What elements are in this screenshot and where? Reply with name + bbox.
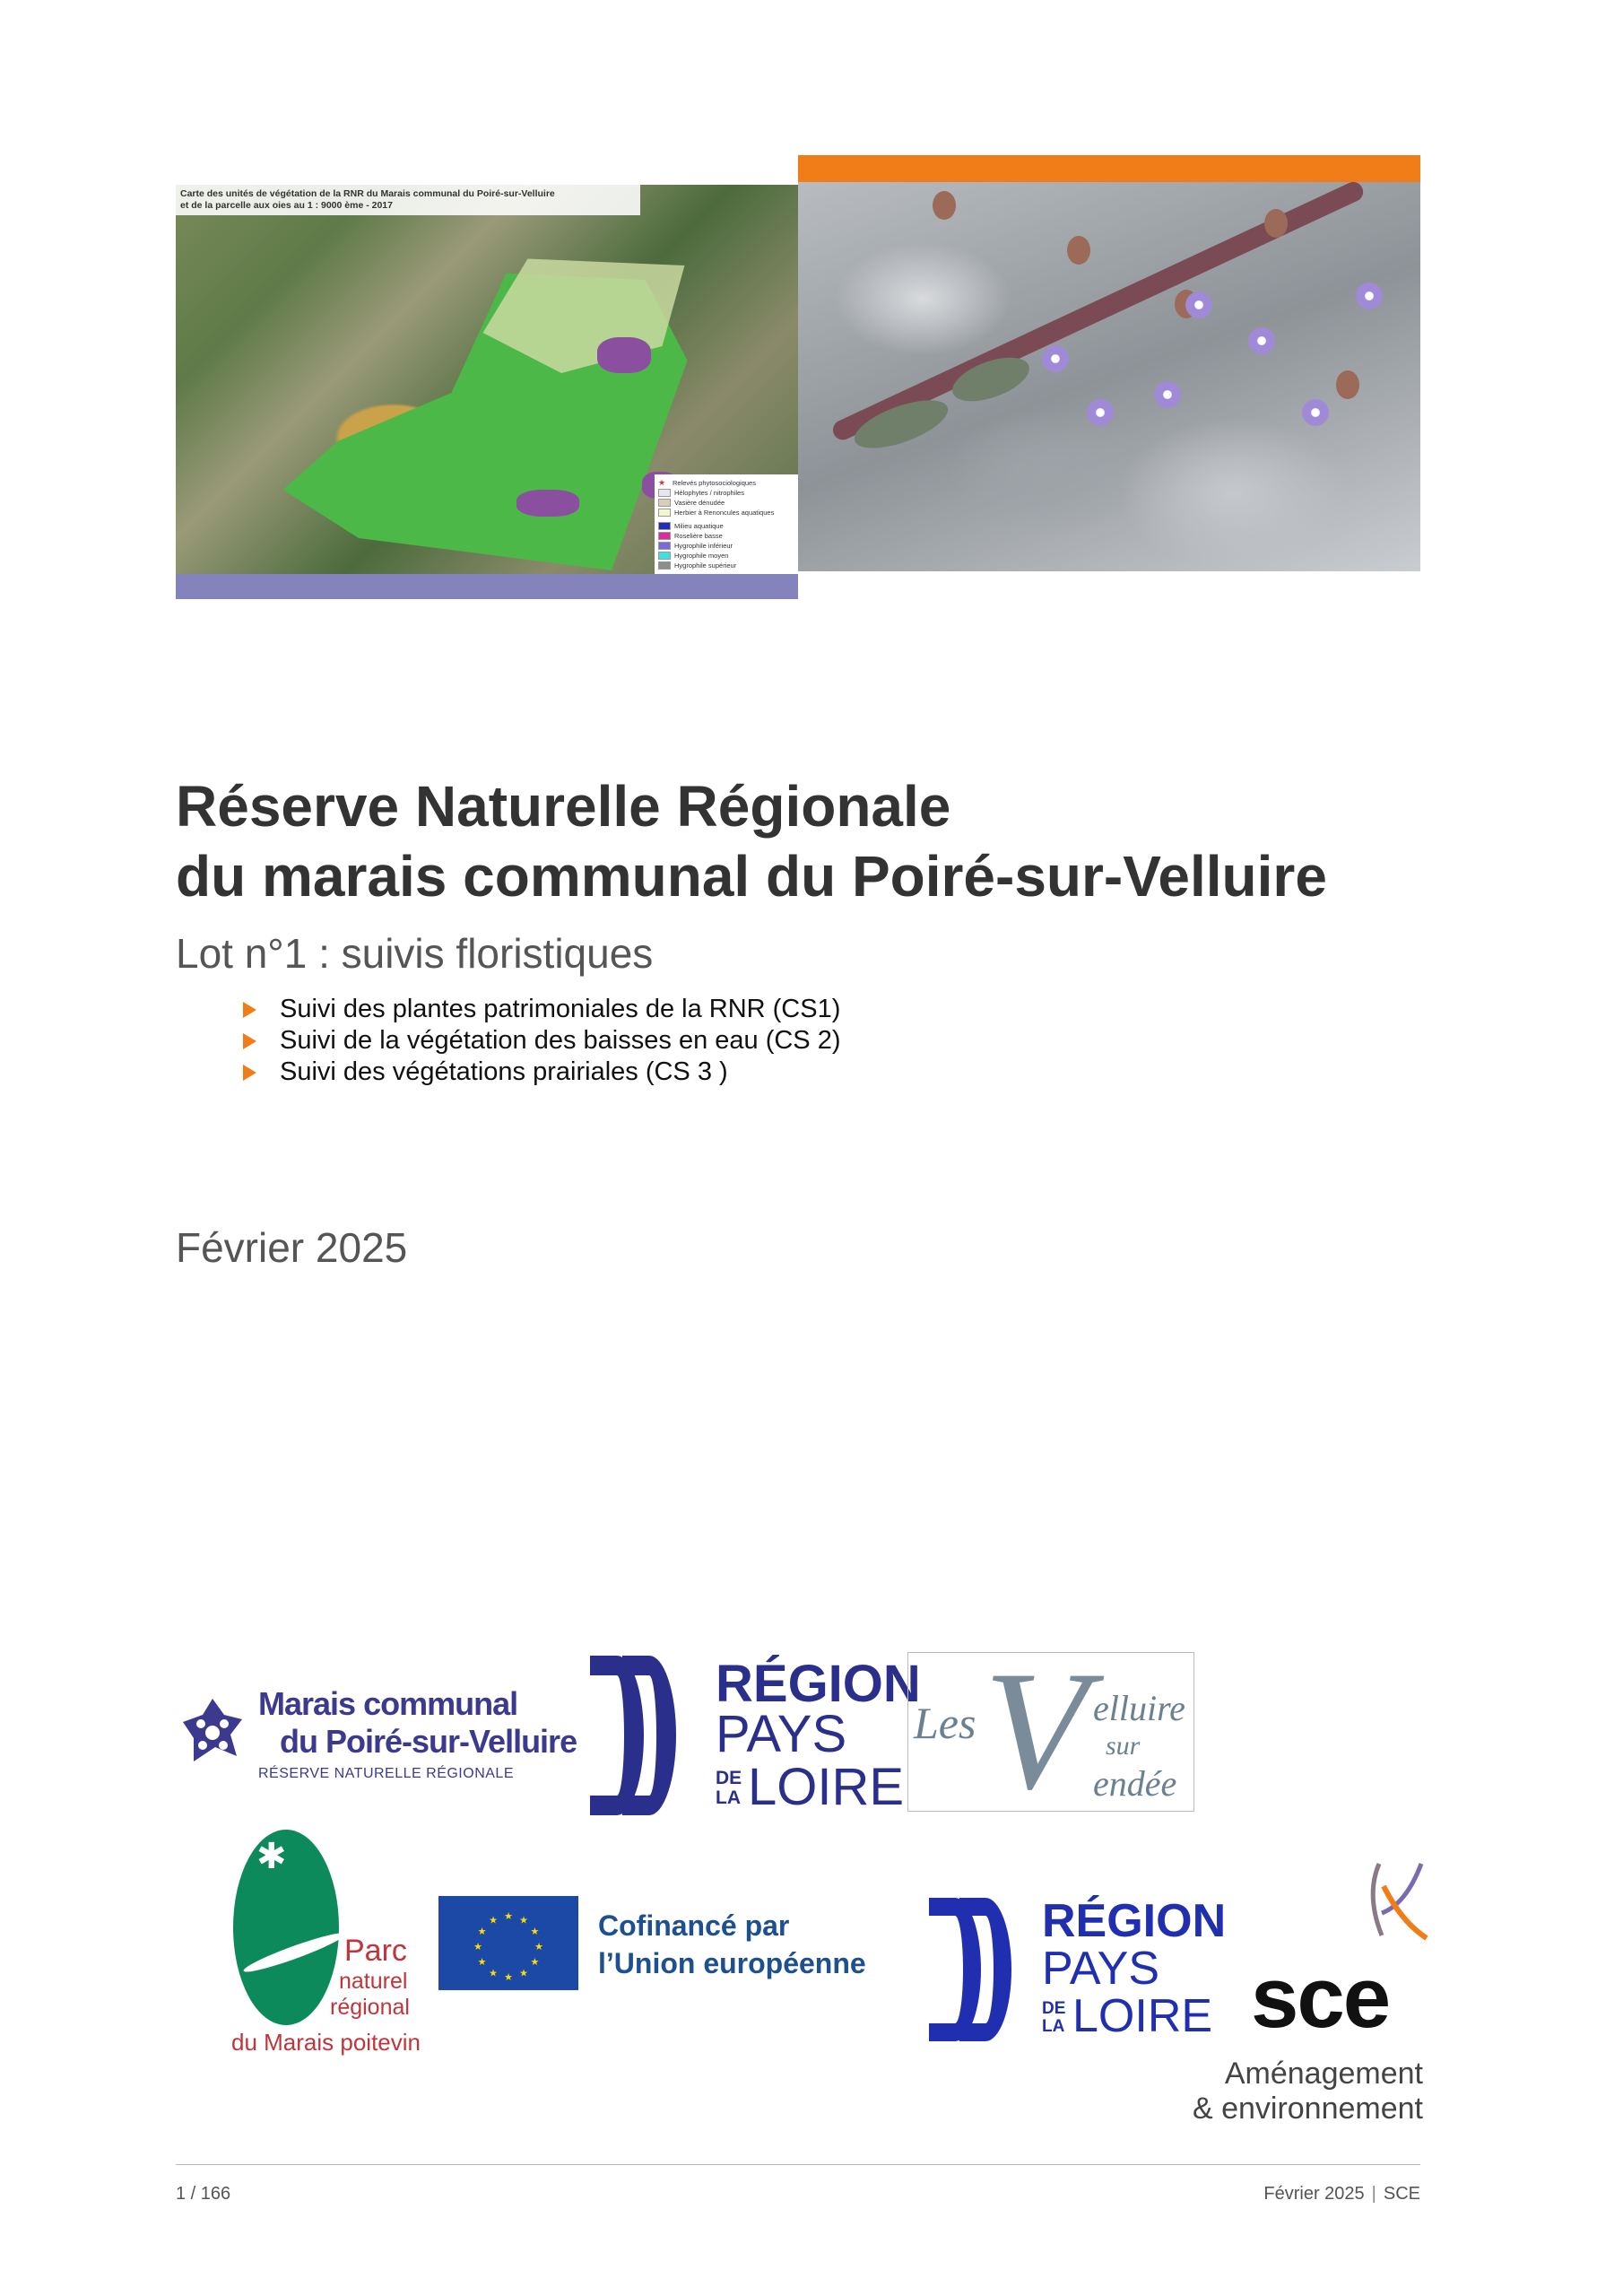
- region-logo-line3: LOIRE: [748, 1758, 905, 1816]
- vegetation-map-image: [176, 185, 798, 574]
- flower: [1152, 379, 1183, 410]
- flower: [1184, 290, 1214, 320]
- eu-star-icon: ★: [504, 1911, 513, 1922]
- flower: [1354, 281, 1384, 311]
- sce-logo-name: sce: [1251, 1950, 1390, 2046]
- eu-star-icon: ★: [530, 1957, 540, 1968]
- marais-communal-logo: [181, 1686, 585, 1787]
- velluire-sur: sur: [1106, 1731, 1141, 1761]
- seed-pod: [933, 191, 956, 220]
- flower: [1246, 326, 1277, 356]
- footer-right: [1263, 2183, 1420, 2205]
- bullet-arrow-icon: [243, 1033, 256, 1049]
- sce-logo: [1143, 1859, 1448, 2128]
- parc-logo-line3: régional: [330, 1995, 410, 2020]
- legend-swatch: [658, 522, 671, 530]
- parc-star-icon: ✱: [256, 1837, 287, 1876]
- map-legend-label: Hygrophile moyen: [674, 552, 729, 560]
- map-title-line: et de la parcelle aux oies au 1 : 9000 ème - 2017: [180, 200, 393, 211]
- velluire-elluire: elluire: [1093, 1688, 1185, 1728]
- bracket-icon: [622, 1656, 676, 1815]
- map-legend-item: [658, 508, 794, 517]
- legend-swatch: [658, 499, 671, 507]
- map-legend-label: Roselière basse: [674, 532, 723, 540]
- eu-logo-line1: Cofinancé par: [598, 1909, 790, 1942]
- map-legend-item: [658, 521, 794, 531]
- map-title: [176, 185, 640, 215]
- map-legend-label: Vasière dénudée: [674, 499, 725, 507]
- bullet-arrow-icon: [243, 1002, 256, 1018]
- eu-star-icon: ★: [519, 1915, 528, 1926]
- bullet-text: Suivi des plantes patrimoniales de la RNR (CS1): [280, 995, 841, 1023]
- map-legend-item: [658, 478, 794, 488]
- legend-swatch: [658, 509, 671, 517]
- velluire-les: Les: [914, 1698, 976, 1748]
- map-legend-item: [658, 488, 794, 498]
- document-date: Février 2025: [176, 1224, 408, 1271]
- velluire-sur-vendee-logo: [907, 1652, 1194, 1812]
- region-logo-line2: PAYS: [1042, 1943, 1160, 1995]
- legend-swatch: [658, 489, 671, 497]
- flower-photo: [798, 182, 1420, 571]
- footer-divider: [176, 2164, 1420, 2165]
- marais-logo-line3: RÉSERVE NATURELLE RÉGIONALE: [258, 1766, 514, 1781]
- velluire-endee: endée: [1093, 1763, 1177, 1804]
- bullet-text: Suivi des végétations prairiales (CS 3 ): [280, 1057, 728, 1086]
- map-accent-bar: [176, 574, 798, 599]
- bullet-item: [243, 1026, 840, 1056]
- bullet-item: [243, 1057, 728, 1087]
- document-title-line1: Réserve Naturelle Régionale: [176, 774, 951, 839]
- flower: [1300, 397, 1331, 428]
- region-logo-de: DE: [1042, 1999, 1066, 2018]
- velluire-v: V: [984, 1652, 1089, 1812]
- map-legend-item: [658, 551, 794, 561]
- page-number: 1 / 166: [176, 2184, 231, 2204]
- eu-star-icon: ★: [473, 1942, 482, 1952]
- marais-logo-line1: Marais communal: [258, 1685, 518, 1722]
- region-pays-de-la-loire-logo: [590, 1655, 921, 1816]
- parc-naturel-regional-logo: [231, 1830, 420, 2063]
- bullet-text: Suivi de la végétation des baisses en eau (CS 2): [280, 1026, 841, 1055]
- eu-star-icon: ★: [477, 1926, 487, 1937]
- eu-logo-line2: l’Union européenne: [598, 1947, 866, 1979]
- seed-pod: [1067, 236, 1090, 265]
- marais-logo-line2: du Poiré-sur-Velluire: [280, 1723, 577, 1760]
- region-logo-la: LA: [716, 1787, 741, 1808]
- parc-logo-line2: naturel: [339, 1969, 408, 1994]
- legend-swatch: [658, 561, 671, 570]
- bullet-arrow-icon: [243, 1065, 256, 1081]
- seed-pod: [1264, 209, 1288, 238]
- photo-accent-bar: [798, 155, 1420, 182]
- sce-logo-line2: & environnement: [1192, 2092, 1423, 2126]
- parc-logo-line1: Parc: [344, 1934, 407, 1968]
- legend-swatch: [658, 532, 671, 540]
- bullet-item: [243, 995, 840, 1024]
- map-legend-label: Hygrophile supérieur: [674, 561, 737, 570]
- map-legend-label: Herbier à Renoncules aquatiques: [674, 509, 775, 517]
- seed-pod: [1336, 370, 1359, 399]
- map-legend-item: [658, 541, 794, 551]
- eu-star-icon: ★: [530, 1926, 540, 1937]
- eu-star-icon: ★: [477, 1957, 487, 1968]
- region-logo-line1: RÉGION: [716, 1655, 921, 1713]
- map-title-line: Carte des unités de végétation de la RNR du Marais communal du Poiré-sur-Velluire: [180, 188, 555, 199]
- footer-date: Février 2025: [1263, 2184, 1365, 2204]
- map-legend: [655, 474, 798, 574]
- map-legend-item: [658, 498, 794, 508]
- legend-swatch: [658, 552, 671, 560]
- map-legend-label: Milieu aquatique: [674, 522, 724, 530]
- parc-logo-line4: du Marais poitevin: [231, 2029, 421, 2056]
- eu-flag-icon: [438, 1896, 578, 1990]
- flower: [1085, 397, 1115, 428]
- bracket-icon: [959, 1898, 1011, 2041]
- region-logo-line1: RÉGION: [1042, 1895, 1227, 1947]
- eu-star-icon: ★: [519, 1968, 528, 1979]
- region-logo-de: DE: [716, 1768, 742, 1788]
- footer-company: SCE: [1383, 2184, 1420, 2204]
- sce-swoosh-icon: [1366, 1859, 1428, 1940]
- eu-star-icon: ★: [534, 1942, 543, 1952]
- eu-cofinancing-logo: [438, 1896, 905, 1993]
- map-legend-item: [658, 561, 794, 570]
- footer-separator: |: [1371, 2184, 1376, 2204]
- map-patch: [516, 490, 579, 517]
- eu-star-icon: ★: [504, 1972, 513, 1983]
- star-marker-icon: ★: [658, 478, 666, 487]
- region-logo-line2: PAYS: [716, 1705, 847, 1763]
- map-legend-label: Hélophytes / nitrophiles: [674, 489, 744, 497]
- flower: [1040, 344, 1071, 374]
- map-legend-label: Relevés phytosociologiques: [673, 479, 756, 487]
- region-logo-line3: LOIRE: [1072, 1990, 1213, 2042]
- map-legend-item: [658, 531, 794, 541]
- sce-logo-line1: Aménagement: [1224, 2057, 1423, 2091]
- document-subtitle: Lot n°1 : suivis floristiques: [176, 930, 654, 977]
- map-legend-label: Hygrophile inférieur: [674, 542, 733, 550]
- eu-star-icon: ★: [489, 1968, 498, 1979]
- map-patch: [597, 337, 651, 373]
- region-logo-la: LA: [1042, 2017, 1065, 2036]
- legend-swatch: [658, 542, 671, 550]
- document-title-line2: du marais communal du Poiré-sur-Velluire: [176, 844, 1327, 909]
- eu-star-icon: ★: [489, 1915, 498, 1926]
- star-network-icon: [181, 1697, 244, 1769]
